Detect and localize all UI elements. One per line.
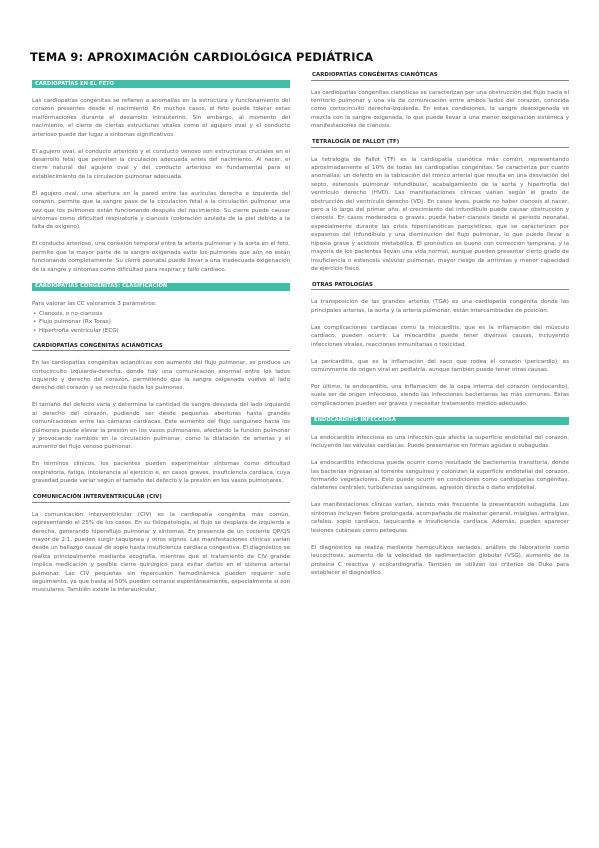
paragraph: El agujero oval, el conducto arterioso y el conducto venoso son estructuras cruciales en el desarrollo fetal que permiten la circulación adecuada antes del nacimiento. Al nacer, el cierre natural del agujero oval y del conducto arterioso es fundamental para el establecimiento de la circulación pulmonar adecuada. [32, 148, 290, 180]
paragraph: Las complicaciones cardíacas como la miocarditis, que es la inflamación del músculo cardíaco, pueden ocurrir. La miocarditis puede tener diversas causas, incluyendo infecciones virales, reacciones inmunitarias o toxicidad. [311, 324, 569, 348]
paragraph: La endocarditis infecciosa es una infección que afecta la superficie endotelial del corazón, incluyendo las válvulas cardíacas. Puede presentarse en formas agudas o subagudas. [311, 434, 569, 450]
paragraph: En términos clínicos, los pacientes pueden experimentar síntomas como dificultad respiratoria, fatiga, intolerancia al ejercicio e, en casos graves, insuficiencia cardíaca, cuya gravedad puede variar según el tamaño del defecto y la presión en los vasos pulmonares. [32, 461, 290, 485]
left-column [32, 80, 290, 603]
section-heading-acianoticas: CARDIOPATÍAS CONGÉNITAS ACIANÓTICAS [32, 343, 290, 352]
section-heading-civ: COMUNICACIÓN INTERVENTRICULAR (CIV) [32, 494, 290, 503]
paragraph: El conducto arterioso, una conexión temporal entre la arteria pulmonar y la aorta en el feto, permite que la mayor parte de la sangre oxigenada evite los pulmones que aún no están funcionando completamente. Su cierre posnatal puede llevar a una inadecuada oxigenación de la sangre y síntomas como dificultad para respirar y fallo cardíaco. [32, 241, 290, 273]
section-heading-clasificacion: CARDIOPATÍAS CONGÉNITAS: CLASIFICACIÓN [32, 283, 290, 291]
paragraph: El agujero oval, una abertura en la pared entre las aurículas derecha e izquierda del corazón, permite que la sangre pase de la circulación fetal a la circulación pulmonar una vez que los pulmones están funcionando después del nacimiento. Su cierre puede causar síntomas como dificultad respiratoria y cianosis (coloración azulada de la piel debido a la falta de oxígeno). [32, 190, 290, 231]
paragraph: La tetralogía de Fallot (TF) es la cardiopatía cianótica más común, representando aproximadamente el 10% de todas las cardiopatías congénitas. Se caracteriza por cuatro anomalías: un defecto en la tabicación del tronco arterial que resulta en una desviación del septo, estenosis pulmonar infundibular, acabalgamiento de la aorta y hipertrofia del ventrículo derecho (HVD). Las manifestaciones clínicas varían según el grado de obstrucción del ventrículo derecho (VD). En casos leves, puede no haber cianosis al nacer, pero a lo largo del primer año, el crecimiento del infundíbulo puede causar obstrucción y cianosis. En casos moderados o graves, puede haber cianosis desde el periodo neonatal, especialmente durante las crisis hipercianóticas paroxísticas, que se caracterizan por espasmos del infundíbulo y una disminución del flujo pulmonar, lo que puede llevar a hipoxia grave y acidosis metabólica. El pronóstico es bueno con corrección temprana, y la mayoría de los pacientes llevan una vida normal, aunque pueden presentar cierto grado de insuficiencia o estenosis valvular pulmonar, mayor riesgo de arritmias y menor capacidad de ejercicio físico. [311, 156, 569, 272]
right-column [311, 72, 569, 586]
section-heading-cardiopatias-feto: CARDIOPATÍAS EN EL FETO [32, 80, 290, 88]
paragraph: Las cardiopatías congénitas se refieren a anomalías en la estructura y funcionamiento del corazón presentes desde el nacimiento. En muchos casos, el feto puede tolerar estas malformaciones durante el desarrollo intrauterino. Sin embargo, al momento del nacimiento, el cierre de ciertas estructuras vitales como el agujero oval y el conducto arterioso puede dar lugar a síntomas significativos. [32, 98, 290, 138]
paragraph: El diagnóstico se realiza mediante hemocultivos seriados, análisis de laboratorio como leucocitosis, aumento de la velocidad de sedimentación globular (VSG), aumento de la proteína C reactiva y ecocardiografía. También se utilizan los criterios de Duke para establecer el diagnóstico. [311, 544, 569, 576]
section-heading-cianoticas: CARDIOPATÍAS CONGÉNITAS CIANÓTICAS [311, 72, 569, 81]
paragraph: La pericarditis, que es la inflamación del saco que rodea el corazón (pericardio), es comúnmente de origen viral en pediatría, aunque también puede tener otras causas. [311, 358, 569, 374]
section-heading-endocarditis: ENDOCARDITIS INFECCIOSA [311, 417, 569, 425]
list-item: • Cianosis, o no-cianosis [32, 310, 290, 318]
paragraph: En las cardiopatías congénitas acianóticas con aumento del flujo pulmonar, se produce un cortocircuito izquierda-derecha, donde hay una comunicación anormal entre los lados izquierdo y derecho del corazón, permitiendo que la sangre oxigenada vuelva al lado derecho del corazón y se recircule hacia los pulmones. [32, 360, 290, 392]
paragraph: La transposición de las grandes arterias (TGA) es una cardiopatía congénita donde las principales arterias, la aorta y la arteria pulmonar, están intercambiadas de posición. [311, 299, 569, 314]
parameter-list [32, 310, 290, 335]
page-title: TEMA 9: APROXIMACIÓN CARDIOLÓGICA PEDIÁTRICA [30, 50, 374, 64]
list-item: • Flujo pulmonar (Rx Torax) [32, 318, 290, 326]
paragraph: La comunicación interventricular (CIV) es la cardiopatía congénita más común, representando el 25% de los casos. En su fisiopatología, el flujo se desplaza de izquierda a derecha, generando hiperaflujo pulmonar y síntomas. En presencia de un cociente QP/QS mayor de 2:1, pueden surgir taquipnea y otros signos. Las manifestaciones clínicas varían desde un hallazgo casual de soplo hasta insuficiencia cardíaca congestiva. El diagnóstico se realiza principalmente mediante ecografía, mientras que el tratamiento de CIV grande implica medicación y posible cierre quirúrgico para evitar daños en el sistema arterial pulmonar. Las CIV pequeñas sin repercusión hemodinámica pueden requerir solo seguimiento, ya que hasta el 50% pueden cerrarse espontáneamente, especialmente si son musculares. También existe la interauricular. [32, 511, 290, 594]
section-heading-tetralogia-fallot: TETRALOGÍA DE FALLOT (TF) [311, 139, 569, 148]
paragraph: Por último, la endocarditis, una inflamación de la capa interna del corazón (endocardio), suele ser de origen infeccioso, siendo las infecciones bacterianas las más comunes. Estas complicaciones pueden ser graves y necesitar tratamiento médico adecuado. [311, 384, 569, 407]
list-item: • Hipertrofia ventricular (ECG) [32, 327, 290, 335]
paragraph: Las manifestaciones clínicas varían, siendo más frecuente la presentación subaguda. Los síntomas incluyen fiebre prolongada, acompañada de malestar general, mialgias, artralgias, cefalea, soplo cardíaco, taquicardia e insuficiencia cardíaca. Además, pueden aparecer lesiones cutáneas como petequias. [311, 502, 569, 534]
paragraph: El tamaño del defecto varía y determina la cantidad de sangre desviada del lado izquierdo al derecho del corazón, pudiendo ser desde pequeñas aberturas hasta grandes comunicaciones entre las cámaras cardíacas. Este aumento del flujo sanguíneo hacia los pulmones puede elevar la presión en los vasos pulmonares, afectando la función pulmonar y provocando cambios en la circulación pulmonar, como la dilatación de arterias y el aumento del flujo venoso pulmonar. [32, 402, 290, 451]
paragraph: Las cardiopatías congénitas cianóticas se caracterizan por una obstrucción del flujo hacia el territorio pulmonar y una vía de comunicación entre ambos lados del corazón, conocida como cortocircuito derecha-izquierda. En estas condiciones, la sangre desoxigenada se mezcla con la sangre oxigenada, lo que puede llevar a una menor oxigenación sistémica y manifestaciones de cianosis. [311, 89, 569, 130]
section-heading-otras-patologias: OTRAS PATOLOGÍAS [311, 282, 569, 291]
paragraph: La endocarditis infecciosa puede ocurrir como resultado de bacteriemia transitoria, donde las bacterias ingresan al torrente sanguíneo y colonizan la superficie endotelial del corazón, formando vegetaciones. Esto puede ocurrir en condiciones como cardiopatías congénitas, catéteres centrales, turbulencias sanguíneas, agresión directa o daño endotelial. [311, 460, 569, 492]
paragraph: Para valorar las CC valoramos 3 parámetros: [32, 300, 157, 307]
